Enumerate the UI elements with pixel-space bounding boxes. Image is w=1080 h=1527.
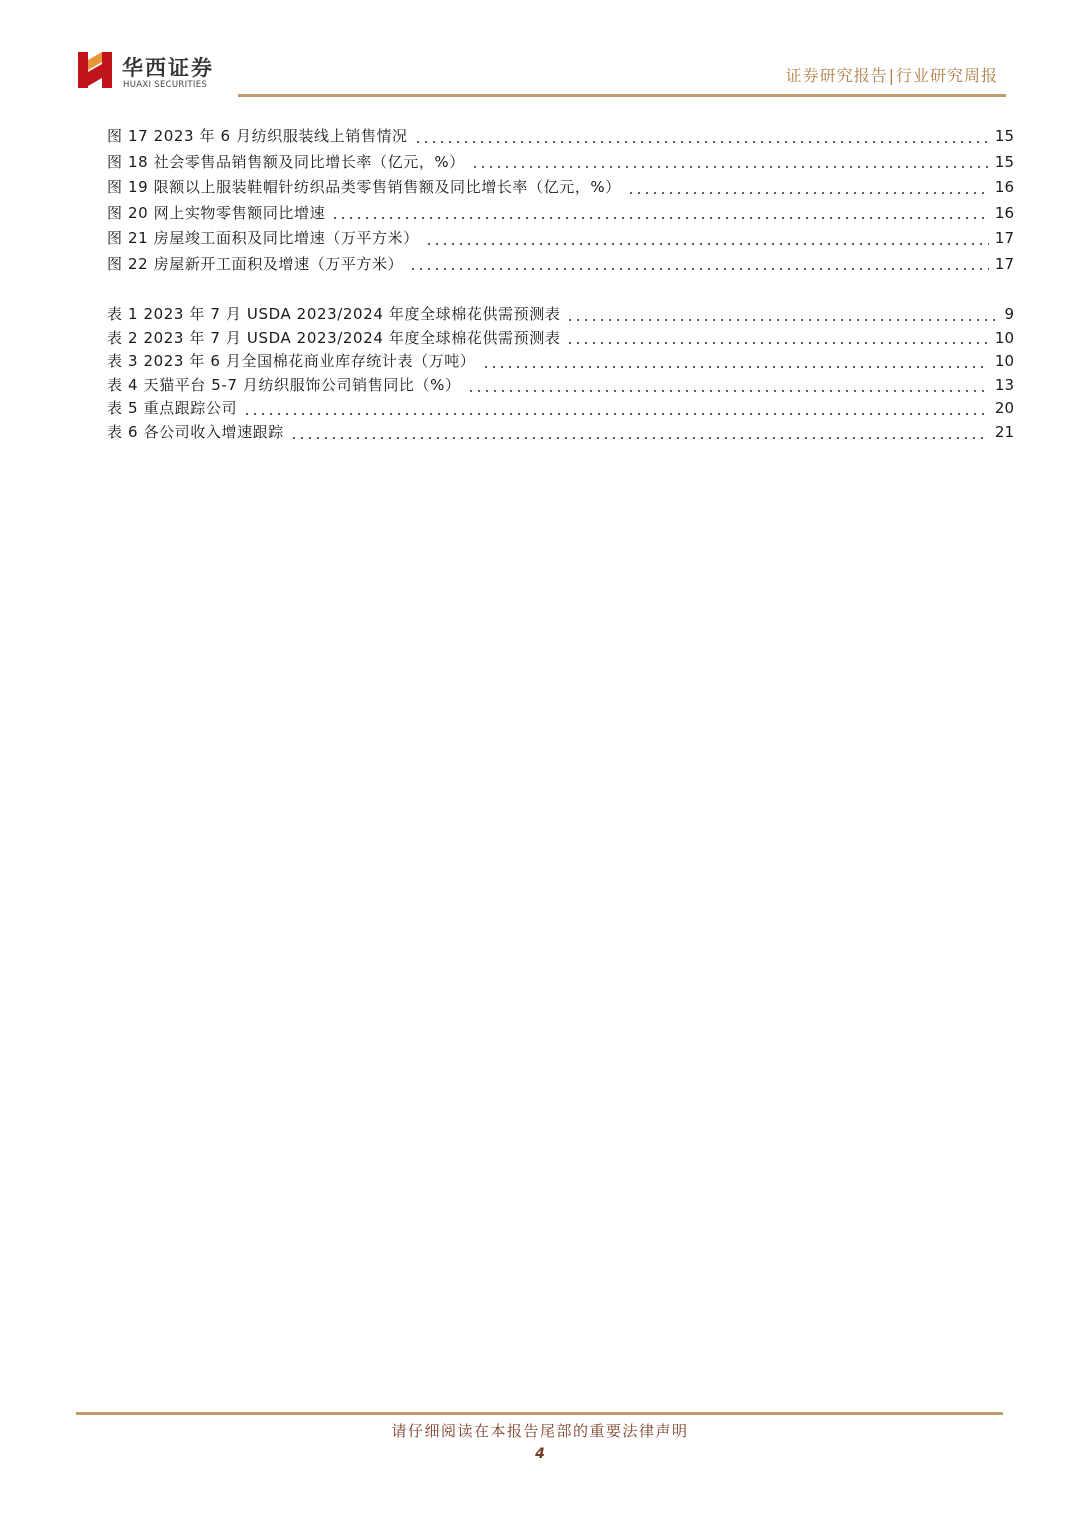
toc-entry[interactable] — [107, 350, 1014, 374]
legal-disclaimer-notice: 请仔细阅读在本报告尾部的重要法律声明 — [391, 1422, 689, 1440]
toc-entry-page: 17 — [994, 254, 1014, 273]
toc-entry-title: 表 4 天猫平台 5-7 月纺织服饰公司销售同比（%） — [107, 375, 461, 394]
toc-leader-dots — [290, 437, 989, 439]
report-category: 行业研究周报 — [895, 66, 998, 85]
toc-entry-title: 表 1 2023 年 7 月 USDA 2023/2024 年度全球棉花供需预测表 — [107, 305, 561, 323]
toc-entry-title: 表 5 重点跟踪公司 — [107, 399, 238, 418]
toc-entry[interactable] — [107, 327, 1014, 351]
page-number: 4 — [535, 1446, 545, 1462]
toc-leader-dots — [467, 390, 989, 392]
toc-leader-dots — [471, 166, 989, 168]
toc-entry-title: 图 17 2023 年 6 月纺织服装线上销售情况 — [107, 127, 408, 145]
toc-leader-dots — [425, 243, 989, 245]
toc-leader-dots — [331, 217, 989, 219]
toc-entry[interactable] — [107, 226, 1014, 252]
figures-toc — [107, 124, 1014, 277]
toc-entry[interactable] — [107, 374, 1014, 398]
toc-entry-page: 20 — [994, 399, 1014, 418]
tables-toc — [107, 303, 1014, 445]
toc-entry-title: 图 18 社会零售品销售额及同比增长率（亿元，%） — [107, 152, 465, 171]
toc-entry-page: 10 — [994, 352, 1014, 371]
toc-entry[interactable] — [107, 252, 1014, 278]
toc-entry[interactable] — [107, 303, 1014, 327]
toc-entry-title: 图 19 限额以上服装鞋帽针纺织品类零售销售额及同比增长率（亿元，%） — [107, 178, 621, 196]
toc-entry[interactable] — [107, 421, 1014, 445]
toc-entry-page: 15 — [994, 152, 1014, 171]
toc-entry-page: 17 — [994, 229, 1014, 247]
report-type: 证券研究报告 — [785, 66, 888, 85]
logo-english-name: HUAXI SECURITIES — [123, 80, 208, 90]
toc-entry-title: 表 3 2023 年 6 月全国棉花商业库存统计表（万吨） — [107, 352, 476, 371]
toc-leader-dots — [414, 141, 989, 143]
report-classification — [786, 63, 998, 86]
toc-entry-title: 图 21 房屋竣工面积及同比增速（万平方米） — [107, 229, 419, 247]
toc-leader-dots — [566, 319, 996, 321]
toc-entry[interactable] — [107, 124, 1014, 150]
toc-entry[interactable] — [107, 201, 1014, 227]
toc-entry[interactable] — [107, 175, 1014, 201]
toc-leader-dots — [566, 342, 988, 344]
toc-entry-page: 21 — [994, 422, 1014, 441]
footer-divider — [76, 1412, 1003, 1415]
toc-entry-page: 15 — [994, 127, 1014, 145]
toc-entry-title: 图 22 房屋新开工面积及增速（万平方米） — [107, 254, 404, 273]
toc-entry[interactable] — [107, 150, 1014, 176]
toc-entry-title: 图 20 网上实物零售额同比增速 — [107, 203, 326, 222]
page-header — [0, 0, 1080, 100]
header-divider — [238, 94, 1006, 97]
toc-entry-page: 16 — [994, 178, 1014, 196]
header-separator: | — [888, 66, 895, 85]
huaxi-logo-icon — [76, 50, 116, 90]
logo-chinese-name: 华西证券 — [122, 56, 214, 80]
toc-entry-title: 表 2 2023 年 7 月 USDA 2023/2024 年度全球棉花供需预测表 — [107, 328, 561, 347]
toc-entry-page: 13 — [994, 375, 1014, 394]
toc-entry[interactable] — [107, 397, 1014, 421]
toc-entry-title: 表 6 各公司收入增速跟踪 — [107, 422, 284, 441]
toc-entry-page: 9 — [1004, 305, 1014, 323]
toc-entry-page: 16 — [994, 203, 1014, 222]
toc-leader-dots — [482, 366, 989, 368]
toc-leader-dots — [243, 413, 989, 415]
toc-leader-dots — [409, 268, 989, 270]
toc-entry-page: 10 — [994, 328, 1014, 347]
huaxi-logo — [76, 50, 226, 94]
toc-leader-dots — [627, 192, 989, 194]
